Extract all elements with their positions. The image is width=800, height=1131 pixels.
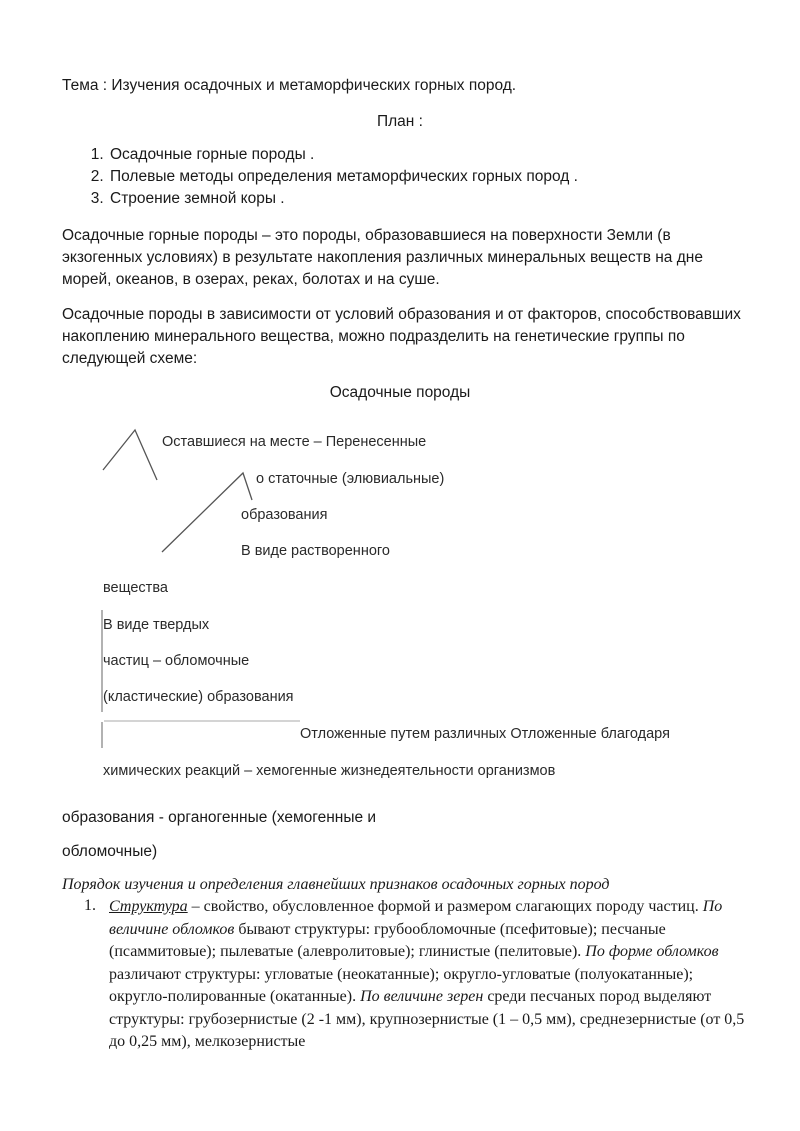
by-grain-size-label: По величине зерен xyxy=(360,988,484,1005)
paragraph-sedimentary-definition: Осадочные горные породы – это породы, образовавшиеся на поверхности Земли (в экзогенных условиях) в результате накопления различных минеральных веществ на дне морей, океанов, в озерах, реках, болотах и на суше. xyxy=(62,227,703,288)
diagram-label-solid: В виде твердых xyxy=(103,617,210,633)
page-title: Тема : Изучения осадочных и метаморфических горных пород. xyxy=(62,77,517,94)
diagram-label-substance: вещества xyxy=(103,580,168,596)
structure-term: Структура xyxy=(109,898,188,915)
study-item-number: 1. xyxy=(84,897,96,914)
by-fragment-size-label: По величине обломков xyxy=(109,898,723,938)
shape-structures-text: различают структуры: угловатые (неокатанные); округло-угловатые (полуокатанные); округло-полированные (окатанные). xyxy=(109,965,694,1005)
diagram-label-deposited: Отложенные путем различных Отложенные благодаря xyxy=(300,726,670,742)
diagram-label-clastic-formations: (кластические) образования xyxy=(103,689,294,705)
plan-item: 3. Строение земной коры . xyxy=(108,188,578,210)
paragraph-genetic-groups: Осадочные породы в зависимости от условий образования и от факторов, способствовавших накоплению минерального вещества, можно подразделить на генетические группы по следующей схеме: xyxy=(62,306,741,367)
diagram-label-eluvial: о статочные (элювиальные) xyxy=(256,471,445,487)
diagram-title: Осадочные породы xyxy=(329,384,471,401)
clastic-line: обломочные) xyxy=(62,843,158,860)
diagram-label-chemogenic: химических реакций – хемогенные жизнедеятельности организмов xyxy=(103,763,556,779)
diagram-label-dissolved: В виде растворенного xyxy=(241,543,390,559)
plan-item: 2. Полевые методы определения метаморфических горных пород . xyxy=(108,166,578,188)
size-structures-text: бывают структуры: грубообломочные (псефитовые); песчаные (псаммитовые); пылеватые (алевролитовые); глинистые (пелитовые). xyxy=(109,920,666,960)
diagram-label-clastic-particles: частиц – обломочные xyxy=(103,653,250,669)
plan-heading: План : xyxy=(377,113,423,130)
diagram-label-formations: образования xyxy=(241,507,328,523)
plan-item: 1. Осадочные горные породы . xyxy=(108,144,578,166)
structure-text: – свойство, обусловленное формой и размером слагающих породу частиц. xyxy=(187,898,703,915)
organogenic-line: образования - органогенные (хемогенные и xyxy=(62,809,377,826)
study-heading: Порядок изучения и определения главнейших признаков осадочных горных пород xyxy=(62,876,610,893)
grain-structures-text: среди песчаных пород выделяют структуры: грубозернистые (2 -1 мм), крупнозернистые (1 – 0,5 мм), среднезернистые (от 0,5 до 0,25 мм), мелкозернистые xyxy=(109,988,745,1050)
diagram-label-in-place-transported: Оставшиеся на месте – Перенесенные xyxy=(162,434,427,450)
study-item-structure xyxy=(109,896,749,1054)
by-fragment-shape-label: По форме обломков xyxy=(585,943,719,960)
